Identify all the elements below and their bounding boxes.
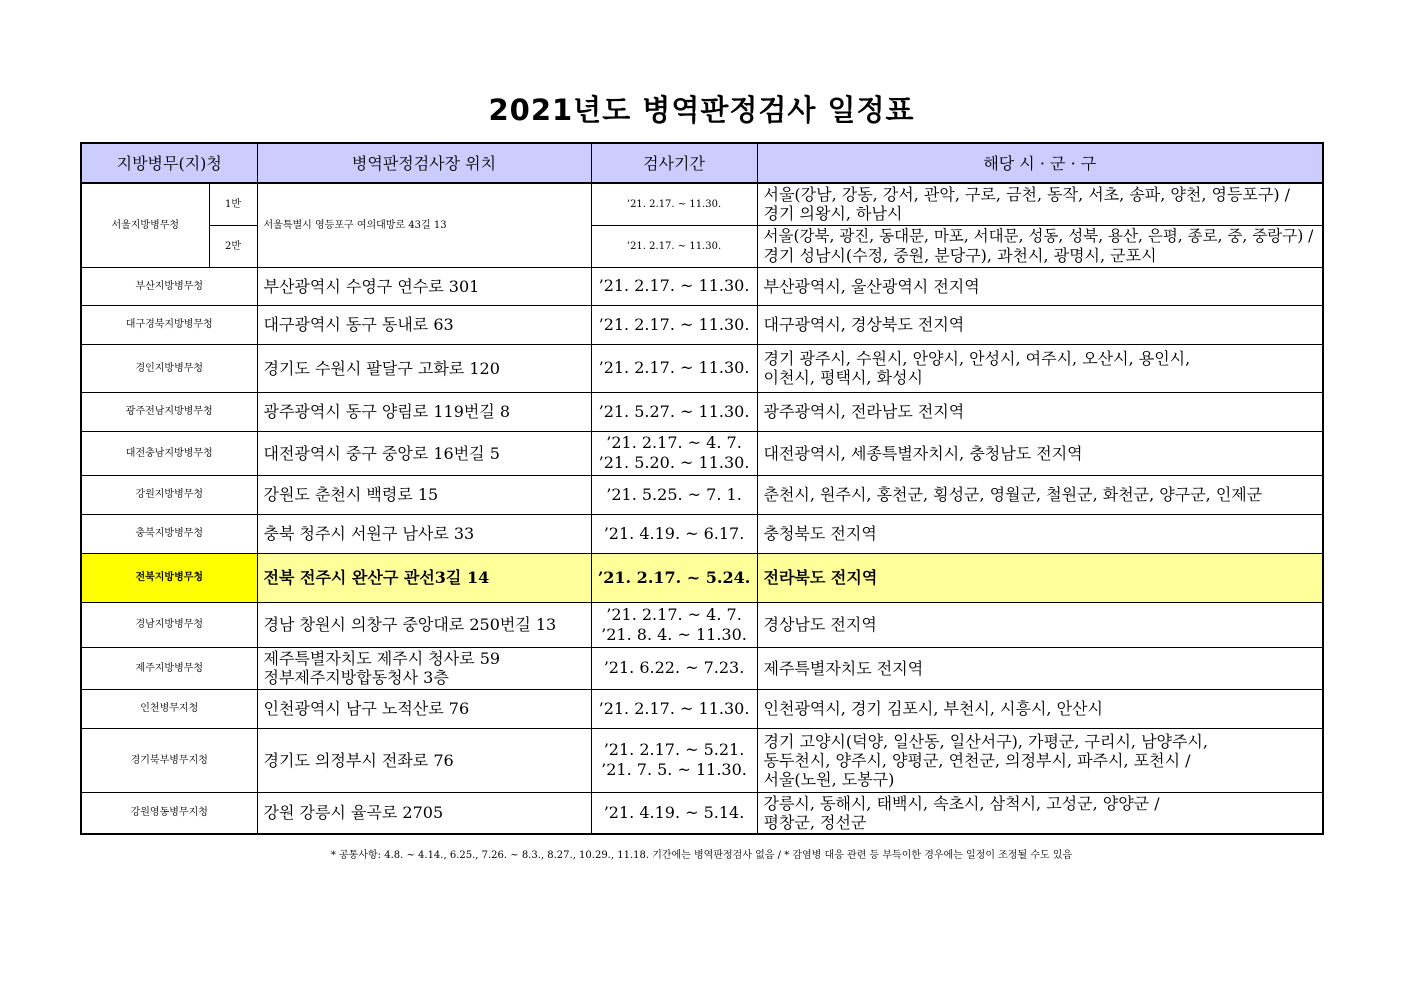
area-line: 제주특별자치도 전지역 xyxy=(763,658,924,678)
table-row xyxy=(81,344,1323,392)
period-cell xyxy=(591,647,757,689)
period-line: ’21. 5.20. ~ 11.30. xyxy=(598,453,750,472)
period-cell xyxy=(591,728,757,792)
area-line: 대전광역시, 세종특별자치시, 충청남도 전지역 xyxy=(763,443,1083,463)
period-line: ’21. 4.19. ~ 6.17. xyxy=(603,523,745,543)
table-row xyxy=(81,602,1323,647)
office-cell: 대구경북지방병무청 xyxy=(81,305,257,344)
area-line: 경기 의왕시, 하남시 xyxy=(763,204,903,224)
area-cell xyxy=(757,392,1323,431)
period-line: ’21. 2.17. ~ 11.30. xyxy=(598,358,750,377)
area-cell xyxy=(757,728,1323,792)
period-line: ’21. 6.22. ~ 7.23. xyxy=(603,658,745,677)
period-cell xyxy=(591,475,757,514)
location-cell xyxy=(257,602,591,647)
location-cell xyxy=(257,553,591,602)
office-cell: 경기북부병무지청 xyxy=(81,728,257,792)
period-line: ’21. 2.17. ~ 11.30. xyxy=(598,276,750,295)
area-line: 경기 고양시(덕양, 일산동, 일산서구), 가평군, 구리시, 남양주시, xyxy=(763,731,1208,751)
period-cell xyxy=(591,553,757,602)
area-cell xyxy=(757,514,1323,553)
location-line: 경기도 수원시 팔달구 고화로 120 xyxy=(263,358,500,378)
table-row xyxy=(81,514,1323,553)
office-cell: 충북지방병무청 xyxy=(81,514,257,553)
location-cell xyxy=(257,689,591,728)
location-line: 제주특별자치도 제주시 청사로 59 xyxy=(263,649,501,668)
area-line: 춘천시, 원주시, 홍천군, 횡성군, 영월군, 철원군, 화천군, 양구군, 인제군 xyxy=(763,485,1263,504)
location-cell xyxy=(257,475,591,514)
location-line: 경기도 의정부시 전좌로 76 xyxy=(263,750,454,770)
period-line: ’21. 2.17. ~ 4. 7. xyxy=(606,433,742,452)
header-location: 병역판정검사장 위치 xyxy=(257,143,591,183)
office-cell: 광주전남지방병무청 xyxy=(81,392,257,431)
location-cell: 서울특별시 영등포구 여의대방로 43길 13 xyxy=(257,183,591,267)
location-line: 강원도 춘천시 백령로 15 xyxy=(263,485,439,504)
header-period: 검사기간 xyxy=(591,143,757,183)
area-line: 서울(강남, 강동, 강서, 관악, 구로, 금천, 동작, 서초, 송파, 양천, 영등포구) / xyxy=(763,185,1291,205)
area-cell xyxy=(757,475,1323,514)
header-office: 지방병무(지)청 xyxy=(81,143,257,183)
period-line: ’21. 2.17. ~ 11.30. xyxy=(598,314,750,334)
period-line: ’21. 5.27. ~ 11.30. xyxy=(598,401,750,421)
office-cell: 경남지방병무청 xyxy=(81,602,257,647)
location-line: 광주광역시 동구 양림로 119번길 8 xyxy=(263,402,511,421)
office-cell: 강원지방병무청 xyxy=(81,475,257,514)
area-line: 대구광역시, 경상북도 전지역 xyxy=(763,315,965,334)
table-row xyxy=(81,728,1323,792)
location-cell xyxy=(257,728,591,792)
table-row xyxy=(81,305,1323,344)
area-line: 충청북도 전지역 xyxy=(763,524,877,543)
area-cell xyxy=(757,225,1323,267)
location-line: 정부제주지방합동청사 3층 xyxy=(263,668,449,687)
table-row xyxy=(81,267,1323,305)
location-cell xyxy=(257,792,591,834)
area-line: 강릉시, 동해시, 태백시, 속초시, 삼척시, 고성군, 양양군 / xyxy=(763,793,1160,813)
location-line: 대구광역시 동구 동내로 63 xyxy=(263,315,454,334)
header-row xyxy=(81,143,1323,183)
period-cell xyxy=(591,431,757,475)
period-line: ’21. 8. 4. ~ 11.30. xyxy=(601,624,747,644)
office-cell: 제주지방병무청 xyxy=(81,647,257,689)
period-line: ’21. 2.17. ~ 5.21. xyxy=(603,740,745,759)
area-line: 부산광역시, 울산광역시 전지역 xyxy=(763,276,980,296)
period-line: ’21. 2.17. ~ 11.30. xyxy=(598,698,750,718)
area-line: 평창군, 정선군 xyxy=(763,812,867,832)
area-line: 경기 광주시, 수원시, 안양시, 안성시, 여주시, 오산시, 용인시, xyxy=(763,349,1191,368)
office-cell: 전북지방병무청 xyxy=(81,553,257,602)
location-line: 대전광역시 중구 중앙로 16번길 5 xyxy=(263,443,500,463)
area-cell xyxy=(757,647,1323,689)
period-cell xyxy=(591,344,757,392)
footnote: * 공통사항: 4.8. ~ 4.14., 6.25., 7.26. ~ 8.3., 8.27., 10.29., 11.18. 기간에는 병역판정검사 없음 / * 감염병 대응 관련 등 부득이한 경우에는 일정이 조정될 수도 있음 xyxy=(330,850,1073,861)
period-cell xyxy=(591,305,757,344)
location-line: 전북 전주시 완산구 관선3길 14 xyxy=(263,568,490,587)
area-line: 이천시, 평택시, 화성시 xyxy=(763,368,923,387)
area-cell xyxy=(757,602,1323,647)
location-cell xyxy=(257,431,591,475)
office-cell: 대전충남지방병무청 xyxy=(81,431,257,475)
area-line: 전라북도 전지역 xyxy=(763,568,878,587)
ban-cell: 1반 xyxy=(209,183,257,225)
area-cell xyxy=(757,553,1323,602)
location-cell xyxy=(257,647,591,689)
area-line: 서울(강북, 광진, 동대문, 마포, 서대문, 성동, 성북, 용산, 은평, 종로, 중, 중랑구) / xyxy=(763,227,1314,245)
area-line: 인천광역시, 경기 김포시, 부천시, 시흥시, 안산시 xyxy=(763,699,1103,718)
location-cell xyxy=(257,344,591,392)
table-row xyxy=(81,392,1323,431)
area-line: 경기 성남시(수정, 중원, 분당구), 과천시, 광명시, 군포시 xyxy=(763,246,1157,265)
area-cell xyxy=(757,689,1323,728)
location-cell xyxy=(257,305,591,344)
office-cell: 부산지방병무청 xyxy=(81,267,257,305)
period-cell xyxy=(591,267,757,305)
period-cell xyxy=(591,392,757,431)
page-title: 2021년도 병역판정검사 일정표 xyxy=(488,93,915,127)
location-line: 강원 강릉시 율곡로 2705 xyxy=(263,803,444,823)
table-row xyxy=(81,183,1323,225)
ban-cell: 2반 xyxy=(209,225,257,267)
area-cell xyxy=(757,792,1323,834)
period-cell: ’21. 2.17. ~ 11.30. xyxy=(591,225,757,267)
area-cell xyxy=(757,344,1323,392)
period-line: ’21. 5.25. ~ 7. 1. xyxy=(606,484,742,504)
period-line: ’21. 2.17. ~ 4. 7. xyxy=(606,604,742,624)
period-cell xyxy=(591,689,757,728)
period-line: ’21. 4.19. ~ 5.14. xyxy=(603,802,745,822)
location-cell xyxy=(257,514,591,553)
area-line: 서울(노원, 도봉구) xyxy=(763,769,895,789)
table-row xyxy=(81,792,1323,834)
period-cell xyxy=(591,602,757,647)
location-cell xyxy=(257,267,591,305)
area-line: 광주광역시, 전라남도 전지역 xyxy=(763,402,965,421)
location-line: 경남 창원시 의창구 중앙대로 250번길 13 xyxy=(263,615,557,634)
period-cell xyxy=(591,514,757,553)
location-line: 충북 청주시 서원구 남사로 33 xyxy=(263,524,475,543)
period-cell: ’21. 2.17. ~ 11.30. xyxy=(591,183,757,225)
location-cell xyxy=(257,392,591,431)
location-line: 인천광역시 남구 노적산로 76 xyxy=(263,699,470,718)
table-row-highlighted xyxy=(81,553,1323,602)
area-line: 동두천시, 양주시, 양평군, 연천군, 의정부시, 파주시, 포천시 / xyxy=(763,750,1191,770)
office-cell: 인천병무지청 xyxy=(81,689,257,728)
table-row xyxy=(81,431,1323,475)
table-row xyxy=(81,647,1323,689)
area-line: 경상남도 전지역 xyxy=(763,615,877,634)
period-cell xyxy=(591,792,757,834)
area-cell xyxy=(757,305,1323,344)
table-row xyxy=(81,475,1323,514)
area-cell xyxy=(757,183,1323,225)
period-line: ’21. 2.17. ~ 5.24. xyxy=(597,567,751,587)
schedule-table xyxy=(80,142,1324,835)
office-cell: 경인지방병무청 xyxy=(81,344,257,392)
header-area: 해당 시 · 군 · 구 xyxy=(757,143,1323,183)
area-cell xyxy=(757,431,1323,475)
office-cell: 강원영동병무지청 xyxy=(81,792,257,834)
location-line: 부산광역시 수영구 연수로 301 xyxy=(263,276,480,296)
table-row xyxy=(81,689,1323,728)
office-cell: 서울지방병무청 xyxy=(81,183,209,267)
area-cell xyxy=(757,267,1323,305)
period-line: ’21. 7. 5. ~ 11.30. xyxy=(601,760,747,779)
